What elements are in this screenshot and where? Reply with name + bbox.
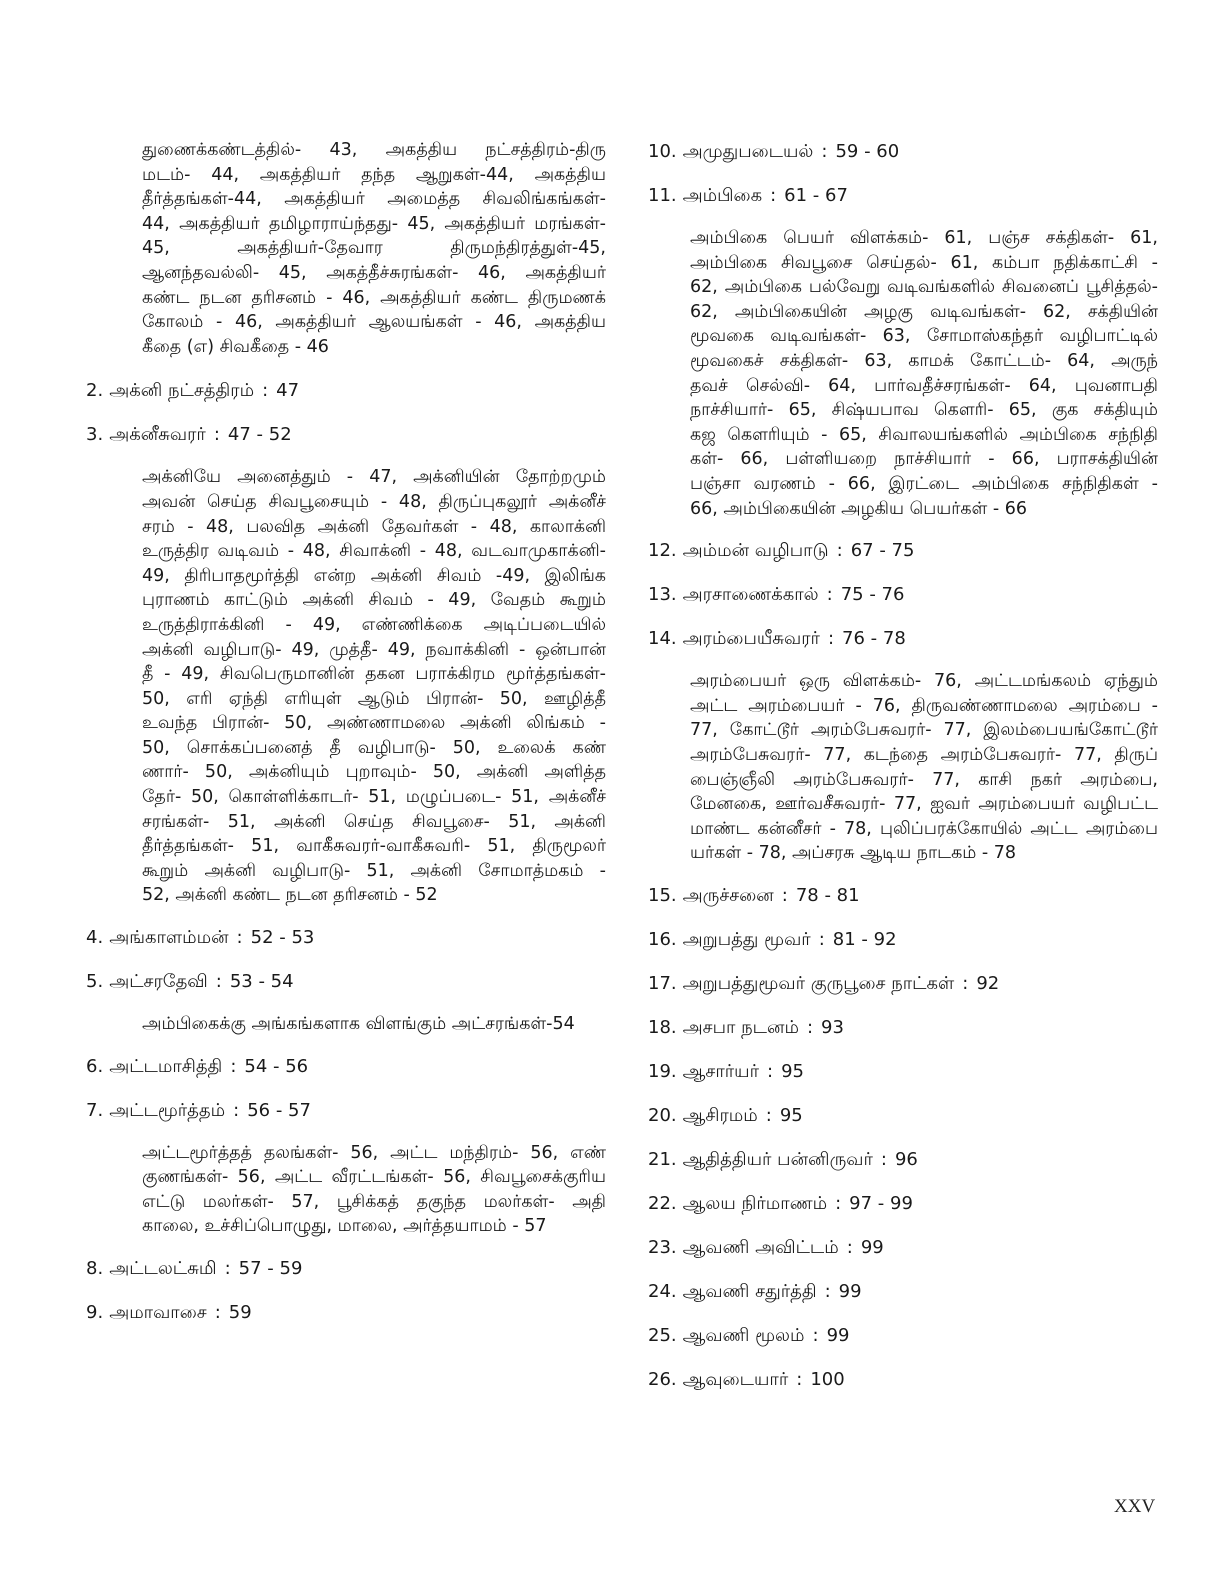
detail-line: அவன் செய்த சிவபூசையும் - 48, திருப்புகலூர் அக்னீச் [142, 491, 606, 512]
detail-line: அம்பிகை பெயர் விளக்கம்- 61, பஞ்ச சக்திகள்- 61, [690, 228, 1158, 248]
entry-pages: 99 [860, 1236, 884, 1258]
entry-separator: : [827, 628, 835, 650]
entry-number: 23. [648, 1236, 677, 1258]
entry-details [690, 226, 1158, 521]
left-entries [86, 377, 606, 1327]
index-entry [86, 1053, 606, 1081]
entry-number: 15. [648, 884, 677, 906]
entry-separator: : [262, 380, 269, 402]
entry-number: 20. [648, 1104, 677, 1126]
entry-pages: 96 [894, 1148, 918, 1170]
entry-details [142, 1012, 606, 1037]
entry-separator: : [236, 927, 243, 949]
entry-separator: : [821, 141, 828, 162]
entry-pages: 67 - 75 [850, 540, 915, 562]
entry-number: 3. [86, 424, 104, 446]
entry-pages: 93 [821, 1016, 844, 1038]
entry-number: 16. [648, 928, 677, 950]
detail-line: 49, திரிபாதமூர்த்தி என்ற அக்னி சிவம் -49, இலிங்க [142, 565, 606, 586]
detail-line: உவந்த பிரான்- 50, அண்ணாமலை அக்னி லிங்கம் - [142, 713, 606, 734]
detail-line: மூவகைச் சக்திகள்- 63, காமக் கோட்டம்- 64, அருந் [690, 350, 1158, 371]
entry-number: 11. [648, 185, 677, 206]
detail-line: கள்- 66, பள்ளியறை நாச்சியார் - 66, பராசக்தியின் [690, 449, 1158, 470]
index-entry [86, 1097, 606, 1125]
lead-paragraph [142, 138, 606, 359]
index-entry [86, 1255, 606, 1283]
index-entry [648, 1146, 1158, 1174]
entry-separator: : [767, 1060, 774, 1082]
entry-pages: 81 - 92 [832, 928, 897, 950]
entry-separator: : [233, 1099, 240, 1121]
detail-line: 62, அம்பிகையின் அழகு வடிவங்கள்- 62, சக்தியின் [690, 301, 1158, 322]
entry-pages: 100 [810, 1368, 845, 1390]
entry-title: அம்பிகை [682, 185, 763, 206]
entry-pages: 52 - 53 [250, 927, 315, 949]
entry-title: ஆசிரமம் [682, 1104, 758, 1126]
index-entry [648, 970, 1158, 998]
entry-separator: : [812, 1324, 819, 1346]
index-entry [86, 968, 606, 996]
entry-pages: 97 - 99 [849, 1192, 913, 1214]
entry-separator: : [818, 928, 825, 950]
detail-line: புராணம் காட்டும் அக்னி சிவம் - 49, வேதம் கூறும் [142, 590, 606, 611]
detail-line: எட்டு மலர்கள்- 57, பூசிக்கத் தகுந்த மலர்கள்- அதி [142, 1191, 606, 1212]
entry-title: அமாவாசை [109, 1302, 207, 1323]
detail-line: 62, அம்பிகை பல்வேறு வடிவங்களில் சிவனைப் பூசித்தல்- [690, 277, 1158, 298]
entry-title: ஆவணி மூலம் [682, 1324, 805, 1346]
entry-pages: 92 [976, 972, 1000, 994]
right-column [648, 138, 1158, 1410]
entry-number: 10. [648, 141, 677, 162]
entry-pages: 76 - 78 [842, 628, 906, 650]
entry-title: அருச்சனை [682, 884, 774, 906]
entry-separator: : [224, 1258, 231, 1279]
entry-details [690, 669, 1158, 866]
detail-line: 50, சொக்கப்பனைத் தீ வழிபாடு- 50, உலைக் கண் [142, 737, 606, 758]
entry-separator: : [214, 1302, 221, 1323]
detail-line: சரம் - 48, பலவித அக்னி தேவர்கள் - 48, காலாக்னி [142, 516, 606, 537]
entry-title: அம்மன் வழிபாடு [682, 540, 829, 562]
entry-number: 6. [86, 1055, 104, 1077]
entry-separator: : [880, 1148, 887, 1170]
detail-line: 44, அகத்தியர் தமிழாராய்ந்தது- 45, அகத்தியர் மரங்கள்- [142, 213, 606, 234]
index-entry [86, 377, 606, 405]
entry-number: 8. [86, 1258, 104, 1279]
entry-separator: : [796, 1368, 803, 1390]
detail-line: 66, அம்பிகையின் அழகிய பெயர்கள் - 66 [690, 498, 1028, 519]
entry-number: 26. [648, 1368, 677, 1390]
detail-line: காலை, உச்சிப்பொழுது, மாலை, அர்த்தயாமம் - 57 [142, 1216, 547, 1237]
entry-number: 17. [648, 972, 677, 994]
detail-line: உருத்திர வடிவம் - 48, சிவாக்னி - 48, வடவாமுகாக்னி- [142, 541, 606, 562]
entry-number: 9. [86, 1302, 104, 1323]
entry-separator: : [215, 971, 222, 993]
entry-separator: : [765, 1104, 772, 1126]
detail-line: மடம்- 44, அகத்தியர் தந்த ஆறுகள்-44, அகத்திய [142, 164, 606, 185]
entry-number: 22. [648, 1192, 677, 1214]
entry-pages: 53 - 54 [229, 971, 294, 993]
detail-line: துணைக்கண்டத்தில்- 43, அகத்திய நட்சத்திரம்-திரு [142, 140, 606, 160]
index-entry [86, 1299, 606, 1327]
entry-pages: 99 [826, 1324, 850, 1346]
index-entry [648, 1102, 1158, 1130]
entry-number: 18. [648, 1016, 677, 1038]
entry-separator: : [213, 424, 220, 446]
entry-number: 14. [648, 628, 677, 650]
entry-number: 5. [86, 971, 104, 993]
entry-number: 12. [648, 540, 677, 562]
detail-line: ஆனந்தவல்லி- 45, அகத்தீச்சுரங்கள்- 46, அகத்தியர் [142, 262, 606, 283]
entry-number: 19. [648, 1060, 677, 1082]
detail-line: மூவகை வடிவங்கள்- 63, சோமாஸ்கந்தர் வழிபாட்டில் [690, 326, 1158, 347]
detail-line: தீர்த்தங்கள்- 51, வாகீசுவரர்-வாகீசுவரி- 51, திருமூலர் [142, 836, 606, 857]
entry-pages: 54 - 56 [244, 1055, 309, 1077]
right-entries [648, 138, 1158, 1394]
detail-line: ணார்- 50, அக்னியும் புறாவும்- 50, அக்னி அளித்த [142, 762, 606, 783]
entry-title: அக்னீசுவரர் [109, 424, 206, 446]
entry-pages: 95 [781, 1060, 805, 1082]
entry-title: அட்டமூர்த்தம் [109, 1099, 226, 1121]
index-entry [648, 1190, 1158, 1218]
page-number: XXV [1114, 1496, 1156, 1517]
index-entry [86, 421, 606, 449]
entry-separator: : [781, 884, 788, 906]
entry-title: அக்னி நட்சத்திரம் [109, 380, 255, 402]
entry-separator: : [230, 1055, 237, 1077]
entry-pages: 57 - 59 [238, 1258, 303, 1279]
entry-number: 21. [648, 1148, 677, 1170]
entry-number: 24. [648, 1280, 677, 1302]
entry-details [142, 1141, 606, 1239]
detail-line: அக்னியே அனைத்தும் - 47, அக்னியின் தோற்றமும் [142, 467, 606, 488]
entry-title: அட்டலட்சுமி [109, 1258, 217, 1279]
detail-line: பஞ்சா வரணம் - 66, இரட்டை அம்பிகை சந்நிதிகள் - [690, 473, 1158, 494]
index-entry [648, 1278, 1158, 1306]
detail-line: நாச்சியார்- 65, சிஷ்யபாவ கௌரி- 65, குக சக்தியும் [690, 400, 1158, 421]
entry-pages: 59 [228, 1302, 252, 1323]
index-entry [648, 581, 1158, 609]
detail-line: தீ - 49, சிவபெருமானின் தகன பராக்கிரம மூர்த்தங்கள்- [142, 664, 606, 685]
detail-line: அக்னி வழிபாடு- 49, முத்தீ- 49, நவாக்கினி - ஒன்பான் [142, 639, 606, 660]
detail-line: அட்டமூர்த்தத் தலங்கள்- 56, அட்ட மந்திரம்- 56, எண் [142, 1142, 606, 1163]
entry-title: ஆவணி சதுர்த்தி [682, 1280, 817, 1302]
detail-line: மாண்ட கன்னீசர் - 78, புலிப்பரக்கோயில் அட்ட அரம்பை [690, 818, 1158, 839]
entry-separator: : [846, 1236, 853, 1258]
detail-line: கஜ கௌரியும் - 65, சிவாலயங்களில் அம்பிகை சந்நிதி [690, 424, 1158, 445]
detail-line: பைஞ்ஞீலி அரம்பேசுவரர்- 77, காசி நகர் அரம்பை, [690, 769, 1158, 790]
index-entry [648, 138, 1158, 166]
index-entry [648, 1058, 1158, 1086]
detail-line: 45, அகத்தியர்-தேவார திருமந்திரத்துள்-45, [142, 238, 606, 259]
detail-line: தவச் செல்வி- 64, பார்வதீச்சரங்கள்- 64, புவனாபதி [690, 375, 1158, 396]
detail-line: உருத்திராக்கினி - 49, எண்ணிக்கை அடிப்படையில் [142, 614, 606, 635]
detail-line: அம்பிகைக்கு அங்கங்களாக விளங்கும் அட்சரங்கள்-54 [142, 1014, 575, 1035]
entry-pages: 47 [276, 380, 300, 402]
index-entry [648, 537, 1158, 565]
entry-number: 4. [86, 927, 104, 949]
entry-title: அட்டமாசித்தி [109, 1055, 223, 1077]
entry-details [142, 465, 606, 908]
left-column [86, 138, 606, 1343]
detail-line: அம்பிகை சிவபூசை செய்தல்- 61, கம்பா நதிக்காட்சி - [690, 252, 1158, 273]
entry-pages: 95 [779, 1104, 803, 1126]
entry-title: அறுபத்துமூவர் குருபூசை நாட்கள் [682, 972, 955, 994]
detail-line: கண்ட நடன தரிசனம் - 46, அகத்தியர் கண்ட திருமணக் [142, 287, 606, 308]
detail-line: அட்ட அரம்பையர் - 76, திருவண்ணாமலை அரம்பை - [690, 695, 1158, 716]
entry-number: 25. [648, 1324, 677, 1346]
detail-line: யர்கள் - 78, அப்சரசு ஆடிய நாடகம் - 78 [690, 843, 1017, 864]
detail-line: தேர்- 50, கொள்ளிக்காடர்- 51, மழுப்படை- 51, அக்னீச் [142, 787, 606, 808]
entry-title: ஆதித்தியர் பன்னிருவர் [682, 1148, 873, 1170]
entry-title: ஆலய நிர்மாணம் [682, 1192, 828, 1214]
detail-line: கூறும் அக்னி வழிபாடு- 51, அக்னி சோமாத்மகம் - [142, 860, 606, 881]
index-entry [648, 1014, 1158, 1042]
entry-pages: 47 - 52 [227, 424, 292, 446]
detail-line: கீதை (எ) சிவகீதை - 46 [142, 336, 329, 357]
entry-pages: 99 [838, 1280, 862, 1302]
entry-title: அசபா நடனம் [682, 1016, 799, 1038]
entry-title: அங்காளம்மன் [109, 927, 229, 949]
entry-separator: : [824, 1280, 831, 1302]
entry-title: அரம்பையீசுவரர் [682, 628, 820, 650]
entry-number: 13. [648, 584, 677, 606]
detail-line: சரங்கள்- 51, அக்னி செய்த சிவபூசை- 51, அக்னி [142, 811, 606, 832]
detail-line: 77, கோட்டூர் அரம்பேசுவரர்- 77, இலம்பையங்கோட்டூர் [690, 720, 1158, 741]
entry-separator: : [835, 1192, 842, 1214]
index-entry [86, 924, 606, 952]
entry-pages: 59 - 60 [835, 141, 900, 162]
entry-title: அறுபத்து மூவர் [682, 928, 811, 950]
entry-number: 2. [86, 380, 104, 402]
detail-line: குணங்கள்- 56, அட்ட வீரட்டங்கள்- 56, சிவபூசைக்குரிய [142, 1167, 606, 1188]
entry-separator: : [836, 540, 843, 562]
index-entry [648, 182, 1158, 210]
entry-pages: 78 - 81 [795, 884, 860, 906]
detail-line: மேனகை, ஊர்வசீசுவரர்- 77, ஐவர் அரம்பையர் வழிபட்ட [690, 794, 1158, 815]
detail-line: 50, எரி ஏந்தி எரியுள் ஆடும் பிரான்- 50, ஊழித்தீ [142, 688, 606, 709]
index-entry [648, 1234, 1158, 1262]
index-entry [648, 625, 1158, 653]
entry-title: அரசாணைக்கால் [682, 584, 819, 606]
detail-line: கோலம் - 46, அகத்தியர் ஆலயங்கள் - 46, அகத்திய [142, 312, 606, 333]
index-entry [648, 882, 1158, 910]
entry-number: 7. [86, 1099, 104, 1121]
index-entry [648, 1366, 1158, 1394]
detail-line: அரம்பையர் ஒரு விளக்கம்- 76, அட்டமங்கலம் ஏந்தும் [690, 671, 1158, 692]
entry-title: ஆசார்யர் [682, 1060, 760, 1082]
entry-separator: : [770, 185, 777, 206]
entry-title: அட்சரதேவி [109, 971, 208, 993]
index-entry [648, 926, 1158, 954]
entry-pages: 61 - 67 [784, 185, 848, 206]
entry-separator: : [962, 972, 969, 994]
entry-separator: : [806, 1016, 814, 1038]
entry-title: அமுதுபடையல் [682, 141, 814, 162]
entry-pages: 75 - 76 [840, 584, 905, 606]
entry-pages: 56 - 57 [247, 1099, 311, 1121]
index-entry [648, 1322, 1158, 1350]
detail-line: 52, அக்னி கண்ட நடன தரிசனம் - 52 [142, 885, 438, 906]
entry-separator: : [826, 584, 833, 606]
entry-title: ஆவணி அவிட்டம் [682, 1236, 839, 1258]
detail-line: அரம்பேசுவரர்- 77, கடந்தை அரம்பேசுவரர்- 77, திருப் [690, 744, 1158, 765]
detail-line: தீர்த்தங்கள்-44, அகத்தியர் அமைத்த சிவலிங்கங்கள்- [142, 189, 606, 210]
entry-title: ஆவுடையார் [682, 1368, 789, 1390]
